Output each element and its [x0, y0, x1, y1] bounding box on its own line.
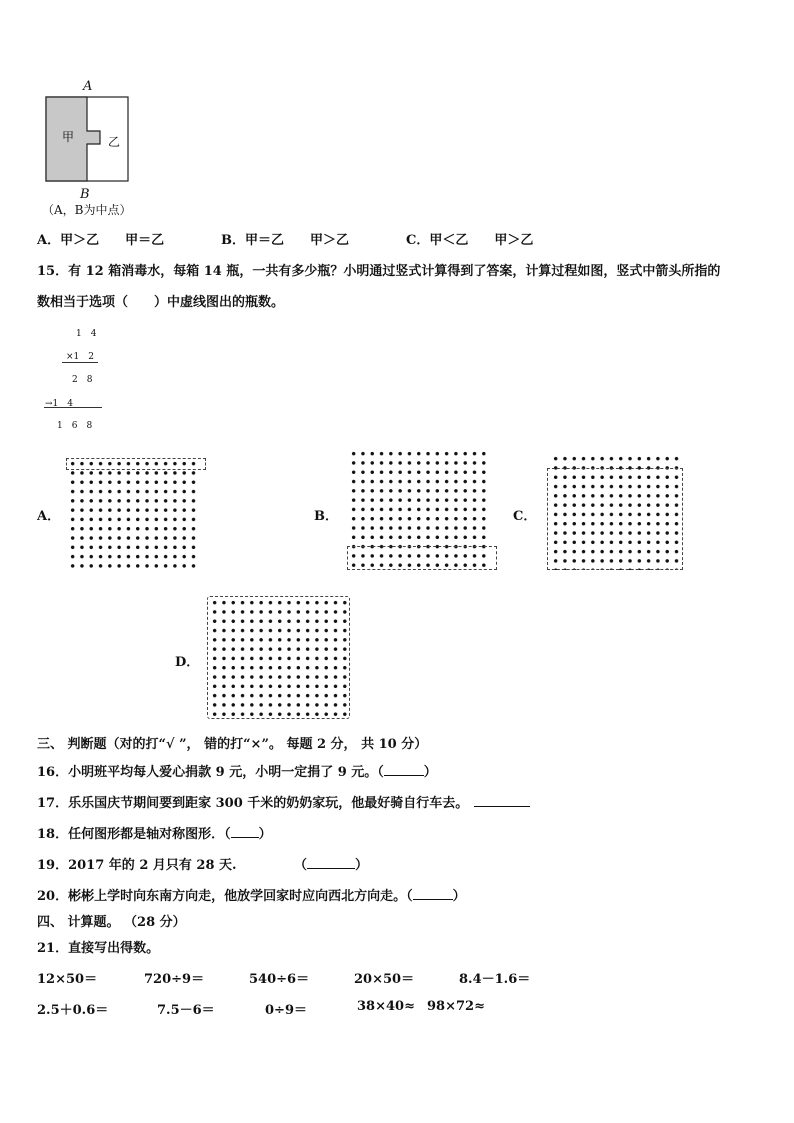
q17-answer-blank[interactable] [474, 806, 530, 807]
q20: 20．彬彬上学时向东南方向走，他放学回家时应向西北方向走。（ ） [37, 889, 466, 904]
calc-line-1 [62, 362, 98, 363]
section3-heading: 三、 判断题（对的打“√ ”， 错的打“×”。 每题 2 分， 共 10 分） [37, 737, 428, 752]
q17: 17．乐乐国庆节期间要到距家 300 千米的奶奶家玩，他最好骑自行车去。 [37, 792, 530, 811]
q16-answer-blank[interactable] [384, 775, 424, 776]
q15-option-c[interactable]: C． [513, 509, 537, 524]
q15-line1: 15．有 12 箱消毒水，每箱 14 瓶，一共有多少瓶？小明通过竖式计算得到了答案，计算过程如图，竖式中箭头所指的 [37, 264, 721, 279]
region-yi-label: 乙 [108, 135, 121, 149]
q18-answer-blank[interactable] [231, 837, 259, 838]
dashed-box-b [347, 546, 497, 570]
calc-item: 20×50＝ [354, 972, 415, 987]
calc-item: 540÷6＝ [249, 972, 310, 987]
q14-option-c[interactable]: C．甲＜乙 甲＞乙 [406, 233, 534, 248]
q15-option-d[interactable]: D． [175, 655, 200, 670]
calc-item: 0÷9＝ [265, 1003, 307, 1018]
figure-caption: （A，B为中点） [42, 203, 132, 217]
dashed-box-c [547, 468, 683, 570]
point-a-label: A [83, 79, 93, 94]
q18: 18．任何图形都是轴对称图形．（ ） [37, 827, 272, 842]
calc-item: 7.5－6＝ [157, 1003, 215, 1018]
calc-item: 38×40≈ [357, 999, 415, 1014]
q19: 19．2017 年的 2 月只有 28 天. [37, 858, 237, 873]
calc-line-2 [44, 407, 102, 408]
q14-option-a[interactable]: A．甲＞乙 甲＝乙 [37, 233, 165, 248]
calc-row-3: 2 8 [72, 375, 93, 385]
q20-answer-blank[interactable] [413, 899, 453, 900]
q14-option-b[interactable]: B．甲＝乙 甲＞乙 [221, 233, 350, 248]
dashed-box-d [207, 596, 350, 719]
calc-item: 720÷9＝ [144, 972, 205, 987]
calc-row-1: 1 4 [76, 329, 97, 339]
dot-grid-a [68, 459, 200, 571]
point-b-label: B [80, 187, 90, 202]
calc-item: 8.4－1.6＝ [459, 972, 531, 987]
dashed-box-a [66, 458, 206, 470]
q15-option-b[interactable]: B． [314, 509, 338, 524]
calc-row-2: ×1 2 [66, 352, 94, 362]
section4-heading: 四、 计算题。 （28 分） [37, 915, 186, 930]
region-jia-label: 甲 [62, 130, 75, 144]
calc-row-4: →1 4 [45, 399, 73, 409]
q16: 16．小明班平均每人爱心捐款 9 元，小明一定捐了 9 元。（ ） [37, 765, 437, 780]
calc-item: 2.5＋0.6＝ [37, 1003, 109, 1018]
calc-item: 98×72≈ [427, 999, 485, 1014]
calc-item: 12×50＝ [37, 972, 98, 987]
q21: 21．直接写出得数。 [37, 941, 160, 956]
q19-answer-blank[interactable] [307, 868, 355, 869]
q15-option-a[interactable]: A． [37, 509, 61, 524]
calc-row-5: 1 6 8 [57, 421, 93, 431]
q19-answer: （ ） [294, 858, 369, 873]
q15-line2: 数相当于选项（ ）中虚线图出的瓶数。 [37, 295, 285, 310]
